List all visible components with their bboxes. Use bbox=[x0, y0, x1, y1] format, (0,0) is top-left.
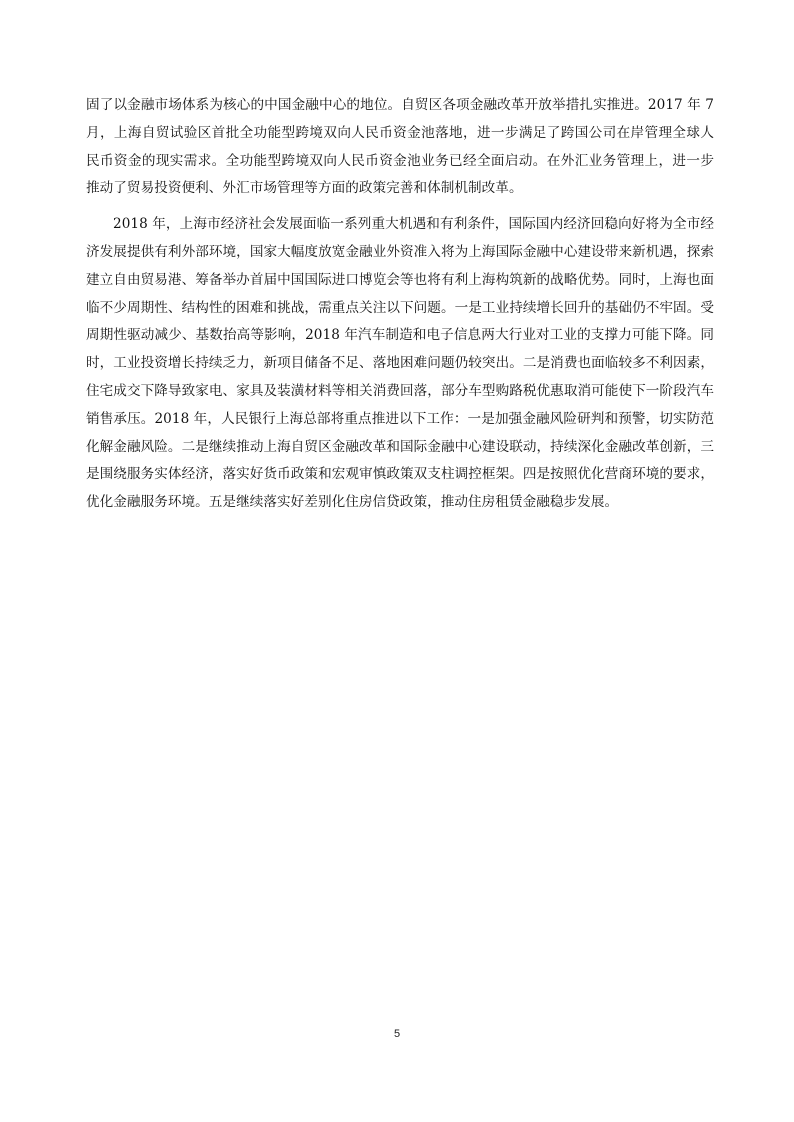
paragraph-outlook-2018: 2018 年，上海市经济社会发展面临一系列重大机遇和有利条件，国际国内经济回稳向好将为全市经济发展提供有利外部环境，国家大幅度放宽金融业外资准入将为上海国际金融中心建设带来新机遇，探索建立自由贸易港、筹备举办首届中国国际进口博览会等也将有利上海构筑新的战略优势。同时，上海也面临不少周期性、结构性的困难和挑战，需重点关注以下问题。一是工业持续增长回升的基础仍不牢固。受周期性驱动减少、基数抬高等影响，2018 年汽车制造和电子信息两大行业对工业的支撑力可能下降。同时，工业投资增长持续乏力，新项目储备不足、落地困难问题仍较突出。二是消费也面临较多不利因素，住宅成交下降导致家电、家具及装潢材料等相关消费回落，部分车型购路税优惠取消可能使下一阶段汽车销售承压。2018 年，人民银行上海总部将重点推进以下工作：一是加强金融风险研判和预警，切实防范化解金融风险。二是继续推动上海自贸区金融改革和国际金融中心建设联动，持续深化金融改革创新，三是围绕服务实体经济，落实好货币政策和宏观审慎政策双支柱调控框架。四是按照优化营商环境的要求，优化金融服务环境。五是继续落实好差别化住房信贷政策，推动住房租赁金融稳步发展。 bbox=[86, 216, 714, 511]
paragraph-continuation: 固了以金融市场体系为核心的中国金融中心的地位。自贸区各项金融改革开放举措扎实推进。2017 年 7 月，上海自贸试验区首批全功能型跨境双向人民币资金池落地，进一步满足了跨国公司在岸管理全球人 民币资金的现实需求。全功能型跨境双向人民币资金池业务已经全面启动。在外汇业务管理上，进一步 推动了贸易投资便利、外汇市场管理等方面的政策完善和体制机制改革。 bbox=[86, 97, 714, 197]
page-number: 5 bbox=[393, 1028, 401, 1040]
document-body bbox=[86, 92, 714, 517]
